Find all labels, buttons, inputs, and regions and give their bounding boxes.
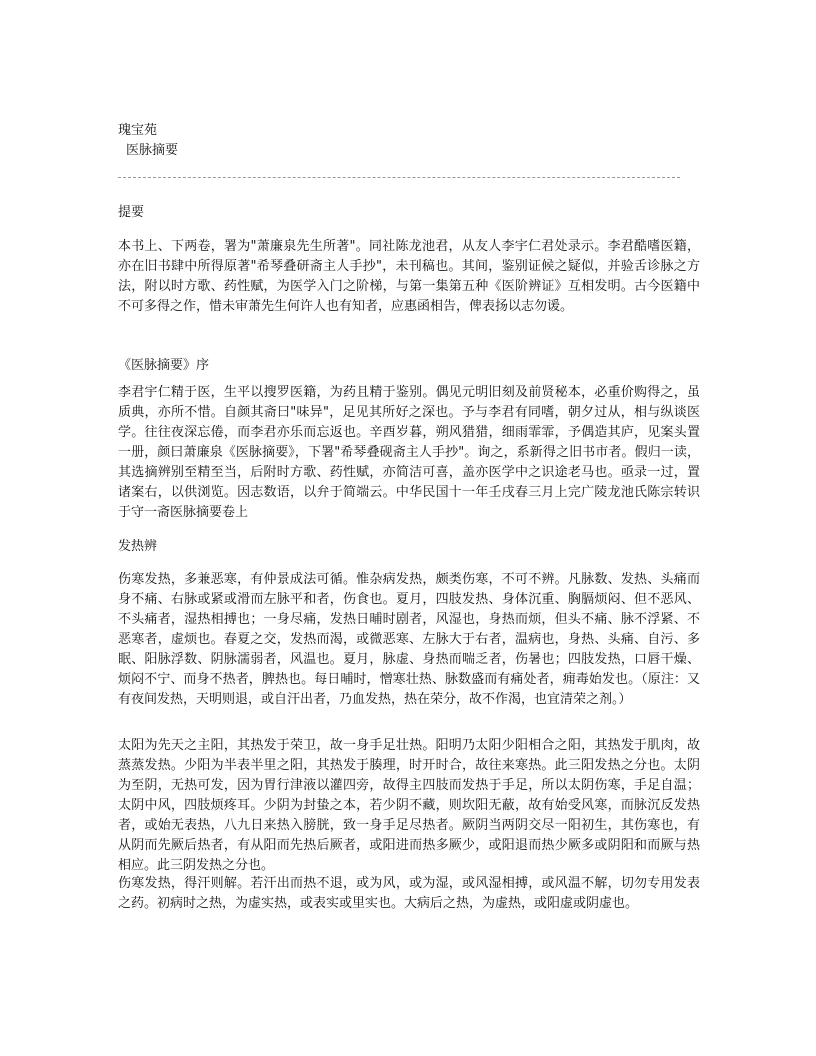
section-heading-fever: 发热辨 — [118, 539, 158, 554]
summary-paragraph: 本书上、下两卷，署为"萧廉泉先生所著"。同社陈龙池君，从友人李宇仁君处录示。李君酷嗜医籍，亦在旧书肆中所得原著"希琴叠研斋主人手抄"，未刊稿也。其间，鉴别证候之疑似，并验舌诊脉之方法，附以时方歌、药性赋，为医学入门之阶梯，与第一集第五种《医阶辨证》互相发明。古今医籍中不可多得之作，惜未审萧先生何许人也有知者，应惠函相告，俾表扬以志勿谖。 — [118, 239, 700, 314]
fever-paragraph-3: 伤寒发热，得汗则解。若汗出而热不退，或为风，或为湿，或风湿相搏，或风温不解，切勿专用发表之药。初病时之热，为虚实热，或表实或里实也。大病后之热，为虚热，或阳虚或阴虚也。 — [118, 876, 700, 911]
preface-paragraph: 李君宇仁精于医，生平以搜罗医籍，为药且精于鉴别。偶见元明旧刻及前贤秘本，必重价购得之，虽质典，亦所不惜。自颜其斋曰"味异"，足见其所好之深也。予与李君有同嗜，朝夕过从，相与纵谈医学。往往夜深忘倦，而李君亦乐而忘返也。辛酉岁暮，朔风猎猎，细雨霏霏，予偶造其庐，见案头置一册，颜曰萧廉泉《医脉摘要》，下署"希琴叠砚斋主人手抄"。询之，系新得之旧书市者。假归一读，其选摘辨别至精至当，后附时方歌、药性赋，亦简洁可喜，盖亦医学中之识途老马也。亟录一过，置诸案右，以供浏览。因志数语，以弁于简端云。中华民国十一年壬戌春三月上完广陵龙池氏陈宗转识于守一斋医脉摘要卷上 — [118, 385, 700, 520]
section-heading-summary: 提要 — [118, 205, 145, 220]
site-name: 瑰宝苑 — [118, 123, 158, 138]
divider — [118, 177, 680, 178]
section-heading-preface: 《医脉摘要》序 — [118, 358, 210, 373]
fever-paragraph-2: 太阳为先天之主阳，其热发于荣卫，故一身手足壮热。阳明乃太阳少阳相合之阳，其热发于肌肉，故蒸蒸发热。少阳为半表半里之阳，其热发于腠理，时开时合，故往来寒热。此三阳发热之分也。太阴为至阴，无热可发，因为胃行津液以灌四旁，故得主四肢而发热于手足，所以太阴伤寒，手足自温；太阴中风，四肢烦疼耳。少阴为封蛰之本，若少阴不藏，则坎阳无蔽，故有始受风寒，而脉沉反发热者，或始无表热，八九日来热入膀胱，致一身手足尽热者。厥阴当两阴交尽一阳初生，其伤寒也，有从阴而先厥后热者，有从阳而先热后厥者，或阳进而热多厥少，或阳退而热少厥多或阴阳和而厥与热相应。此三阴发热之分也。 — [118, 738, 700, 873]
fever-paragraph-1: 伤寒发热，多兼恶寒，有仲景成法可循。惟杂病发热，颇类伤寒，不可不辨。凡脉数、发热、头痛而身不痛、右脉或紧或滑而左脉平和者，伤食也。夏月，四肢发热、身体沉重、胸膈烦闷、但不恶风、不头痛者，湿热相搏也；一身尽痛，发热日晡时剧者，风湿也，身热而烦，但头不痛、脉不浮紧、不恶寒者，虚烦也。春夏之交，发热而渴，或微恶寒、左脉大于右者，温病也，身热、头痛、自污、多眠、阳脉浮数、阴脉濡弱者，风温也。夏月，脉虚、身热而喘乏者，伤暑也；四肢发热，口唇干燥、烦闷不宁、而身不热者，脾热也。每日晡时，憎寒壮热、脉数盛而有痛处者，痈毒始发也。（原注：又有夜间发热，天明则退，或自汗出者，乃血发热，热在荣分，故不作渴，也宜清荣之剂。） — [118, 572, 700, 707]
page-title: 医脉摘要 — [126, 143, 179, 158]
